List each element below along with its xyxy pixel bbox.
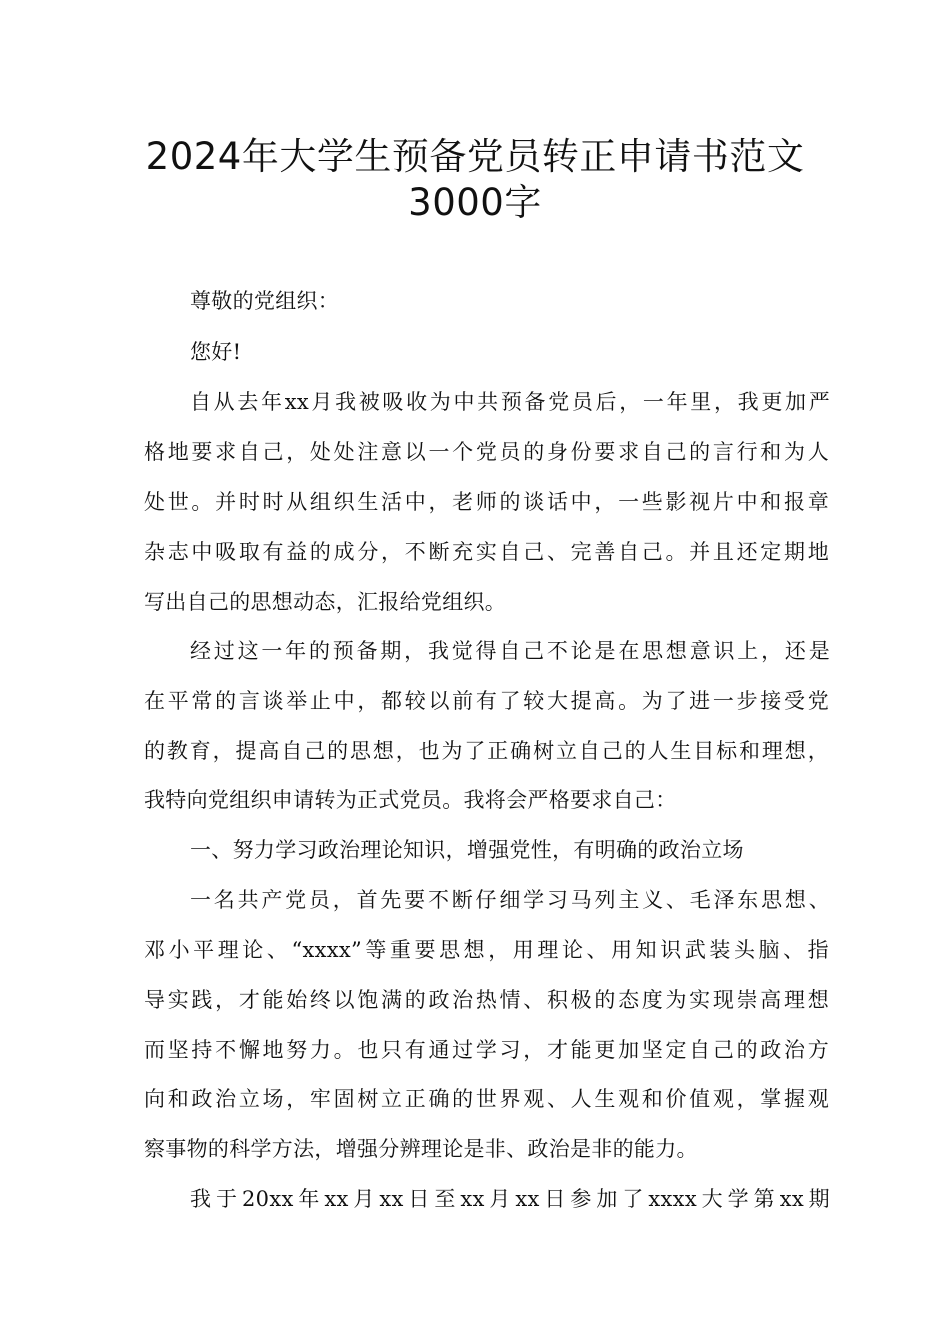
paragraph-line: 邓小平理论、“xxxx”等重要思想，用理论、用知识武装头脑、指	[144, 938, 829, 962]
paragraph-line: 格地要求自己，处处注意以一个党员的身份要求自己的言行和为人	[144, 440, 829, 464]
paragraph-line: 杂志中吸取有益的成分，不断充实自己、完善自己。并且还定期地	[144, 540, 829, 564]
paragraph-line: 一名共产党员，首先要不断仔细学习马列主义、毛泽东思想、	[190, 888, 830, 912]
paragraph-line: 处世。并时时从组织生活中，老师的谈话中，一些影视片中和报章	[144, 490, 829, 514]
paragraph-line: 经过这一年的预备期，我觉得自己不论是在思想意识上，还是	[190, 639, 830, 663]
paragraph-line: 在平常的言谈举止中，都较以前有了较大提高。为了进一步接受党	[144, 689, 829, 713]
paragraph-line: 写出自己的思想动态，汇报给党组织。	[144, 590, 507, 614]
paragraph-line: 察事物的科学方法，增强分辨理论是非、政治是非的能力。	[144, 1137, 698, 1161]
salutation: 尊敬的党组织：	[190, 289, 340, 313]
paragraph-line: 导实践，才能始终以饱满的政治热情、积极的态度为实现崇高理想	[144, 988, 829, 1012]
paragraph-line: 向和政治立场，牢固树立正确的世界观、人生观和价值观，掌握观	[144, 1087, 829, 1111]
paragraph-line: 我于20xx年xx月xx日至xx月xx日参加了xxxx大学第xx期	[190, 1187, 830, 1211]
paragraph-line: 自从去年xx月我被吸收为中共预备党员后，一年里，我更加严	[190, 390, 830, 414]
document-title-line-1: 2024年大学生预备党员转正申请书范文	[145, 135, 805, 178]
paragraph-line: 而坚持不懈地努力。也只有通过学习，才能更加坚定自己的政治方	[144, 1038, 829, 1062]
section-heading: 一、努力学习政治理论知识，增强党性，有明确的政治立场	[190, 838, 744, 862]
greeting: 您好!	[190, 340, 242, 364]
paragraph-line: 的教育，提高自己的思想，也为了正确树立自己的人生目标和理想，	[144, 739, 829, 763]
paragraph-line: 我特向党组织申请转为正式党员。我将会严格要求自己：	[144, 788, 677, 812]
document-title-line-2: 3000字	[408, 181, 542, 224]
